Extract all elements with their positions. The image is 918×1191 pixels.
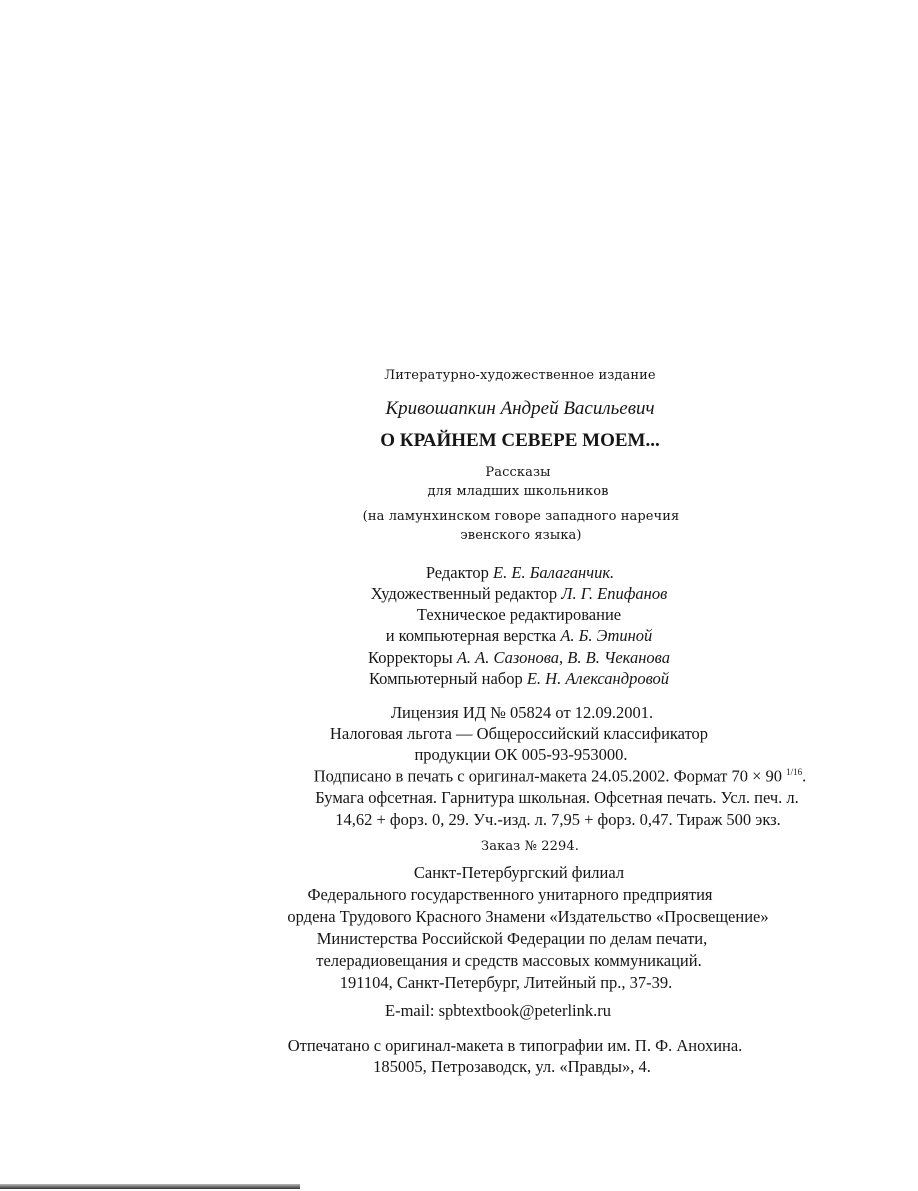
email: E-mail: spbtextbook@peterlink.ru <box>385 1001 611 1020</box>
credit-layout: и компьютерная верстка А. Б. Этиной <box>385 626 653 645</box>
printer-address: 185005, Петрозаводск, ул. «Правды», 4. <box>373 1057 651 1076</box>
publisher-line: Федерального государственного унитарного предприятия <box>307 885 713 904</box>
printer-line: Отпечатано с оригинал-макета в типографии им. П. Ф. Анохина. <box>287 1036 743 1055</box>
edition-type: Литературно-художественное издание <box>384 368 656 383</box>
language-line-1: (на ламунхинском говоре западного наречия <box>362 509 680 524</box>
credit-proofreaders: Корректоры А. А. Сазонова, В. В. Чеканова <box>368 648 670 667</box>
scan-edge <box>0 1184 300 1189</box>
publisher-address: 191104, Санкт-Петербург, Литейный пр., 37-39. <box>339 973 673 992</box>
sheets-info: 14,62 + форз. 0, 29. Уч.-изд. л. 7,95 + форз. 0,47. Тираж 500 экз. <box>335 810 781 829</box>
order-number: Заказ № 2294. <box>481 839 579 854</box>
language-line-2: эвенского языка) <box>460 528 582 543</box>
genre: Рассказы <box>485 465 551 480</box>
credit-tech-editing: Техническое редактирование <box>416 605 622 624</box>
signed-format: Подписано в печать с оригинал-макета 24.05.2002. Формат 70 × 90 $^{1/16}$. <box>313 766 807 786</box>
format-fraction: 1/16 <box>786 767 803 777</box>
credit-art-editor: Художественный редактор Л. Г. Епифанов <box>370 584 668 603</box>
credit-typesetting: Компьютерный набор Е. Н. Александровой <box>368 669 670 688</box>
publisher-line: Министерства Российской Федерации по делам печати, <box>316 929 708 948</box>
tax-line-1: Налоговая льгота — Общероссийский классификатор <box>329 724 709 743</box>
author-name: Кривошапкин Андрей Васильевич <box>385 398 655 419</box>
credit-editor: Редактор Е. Е. Балаганчик. <box>425 563 615 582</box>
publisher-line: ордена Трудового Красного Знамени «Издательство «Просвещение» <box>287 907 769 926</box>
publisher-line: Санкт-Петербургский филиал <box>413 863 625 882</box>
paper-info: Бумага офсетная. Гарнитура школьная. Офсетная печать. Усл. печ. л. <box>315 788 799 807</box>
audience: для младших школьников <box>427 484 609 499</box>
tax-line-2: продукции ОК 005-93-953000. <box>414 745 628 764</box>
license: Лицензия ИД № 05824 от 12.09.2001. <box>390 703 654 722</box>
publisher-line: телерадиовещания и средств массовых коммуникаций. <box>316 951 702 970</box>
book-title: О КРАЙНЕМ СЕВЕРЕ МОЕМ... <box>380 430 660 451</box>
